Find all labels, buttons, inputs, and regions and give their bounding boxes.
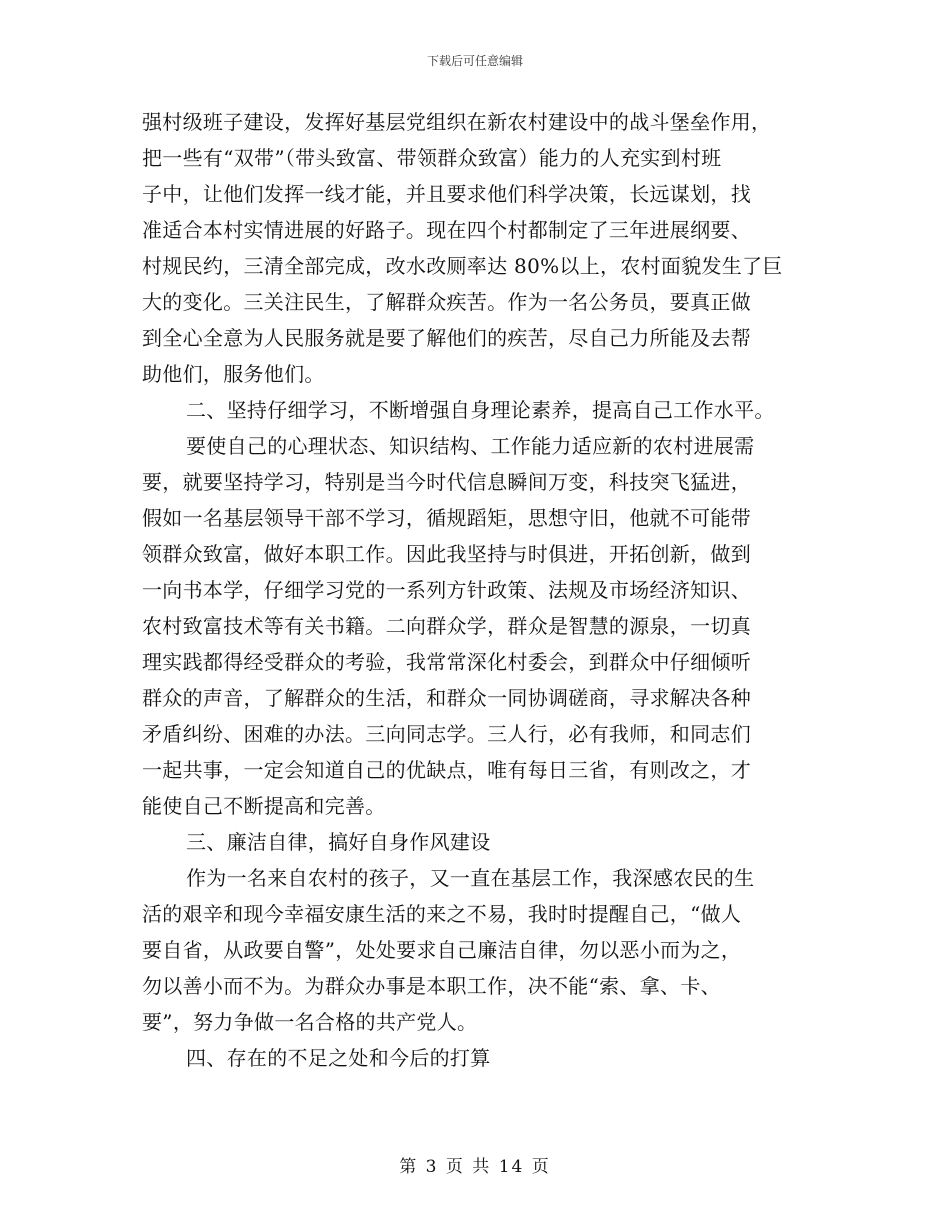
section-heading: 二、坚持仔细学习，不断增强自身理论素养，提高自己工作水平。 [186,398,775,422]
text-line: 假如一名基层领导干部不学习，循规蹈矩，思想守旧，他就不可能带 [142,506,751,530]
text-line: 一向书本学，仔细学习党的一系列方针政策、法规及市场经济知识、 [142,578,751,602]
text-line: 要自省，从政要自警”，处处要求自己廉洁自律，勿以恶小而为之， [142,938,742,962]
text-line: 勿以善小而不为。为群众办事是本职工作，决不能“索、拿、卡、 [142,974,721,998]
text-line: 作为一名来自农村的孩子，又一直在基层工作，我深感农民的生 [186,866,755,890]
text-line: 活的艰辛和现今幸福安康生活的来之不易，我时时提醒自己，“做人 [142,902,742,926]
text-line: 要使自己的心理状态、知识结构、工作能力适应新的农村进展需 [186,434,755,458]
section-heading: 三、廉洁自律，搞好自身作风建设 [186,830,491,854]
text-line: 到全心全意为人民服务就是要了解他们的疾苦，尽自己力所能及去帮 [142,326,751,350]
page-header: 下载后可任意编辑 [426,54,523,68]
text-line: 把一些有“双带”（带头致富、带领群众致富）能力的人充实到村班 [142,146,722,170]
text-line: 强村级班子建设，发挥好基层党组织在新农村建设中的战斗堡垒作用， [142,110,772,134]
page-footer: 第 3 页 共 14 页 [399,1157,551,1177]
text-line: 能使自己不断提高和完善。 [142,794,386,818]
text-line: 村规民约，三清全部完成，改水改厕率达 80%以上，农村面貌发生了巨 [142,254,783,278]
text-line: 农村致富技术等有关书籍。二向群众学，群众是智慧的源泉，一切真 [142,614,751,638]
section-heading: 四、存在的不足之处和今后的打算 [186,1046,491,1070]
text-line: 要，就要坚持学习，特别是当今时代信息瞬间万变，科技突飞猛进， [142,470,751,494]
text-line: 要”，努力争做一名合格的共产党人。 [142,1010,478,1034]
text-line: 领群众致富，做好本职工作。因此我坚持与时俱进，开拓创新，做到 [142,542,751,566]
text-line: 助他们，服务他们。 [142,362,325,386]
text-line: 理实践都得经受群众的考验，我常常深化村委会，到群众中仔细倾听 [142,650,751,674]
document-body [142,104,812,1076]
text-line: 矛盾纠纷、困难的办法。三向同志学。三人行，必有我师，和同志们 [142,722,751,746]
text-line: 群众的声音，了解群众的生活，和群众一同协调磋商，寻求解决各种 [142,686,751,710]
text-line: 大的变化。三关注民生，了解群众疾苦。作为一名公务员，要真正做 [142,290,751,314]
text-line: 准适合本村实情进展的好路子。现在四个村都制定了三年进展纲要、 [142,218,751,242]
text-line: 一起共事，一定会知道自己的优缺点，唯有每日三省，有则改之，才 [142,758,751,782]
text-line: 子中，让他们发挥一线才能，并且要求他们科学决策，长远谋划，找 [142,182,751,206]
